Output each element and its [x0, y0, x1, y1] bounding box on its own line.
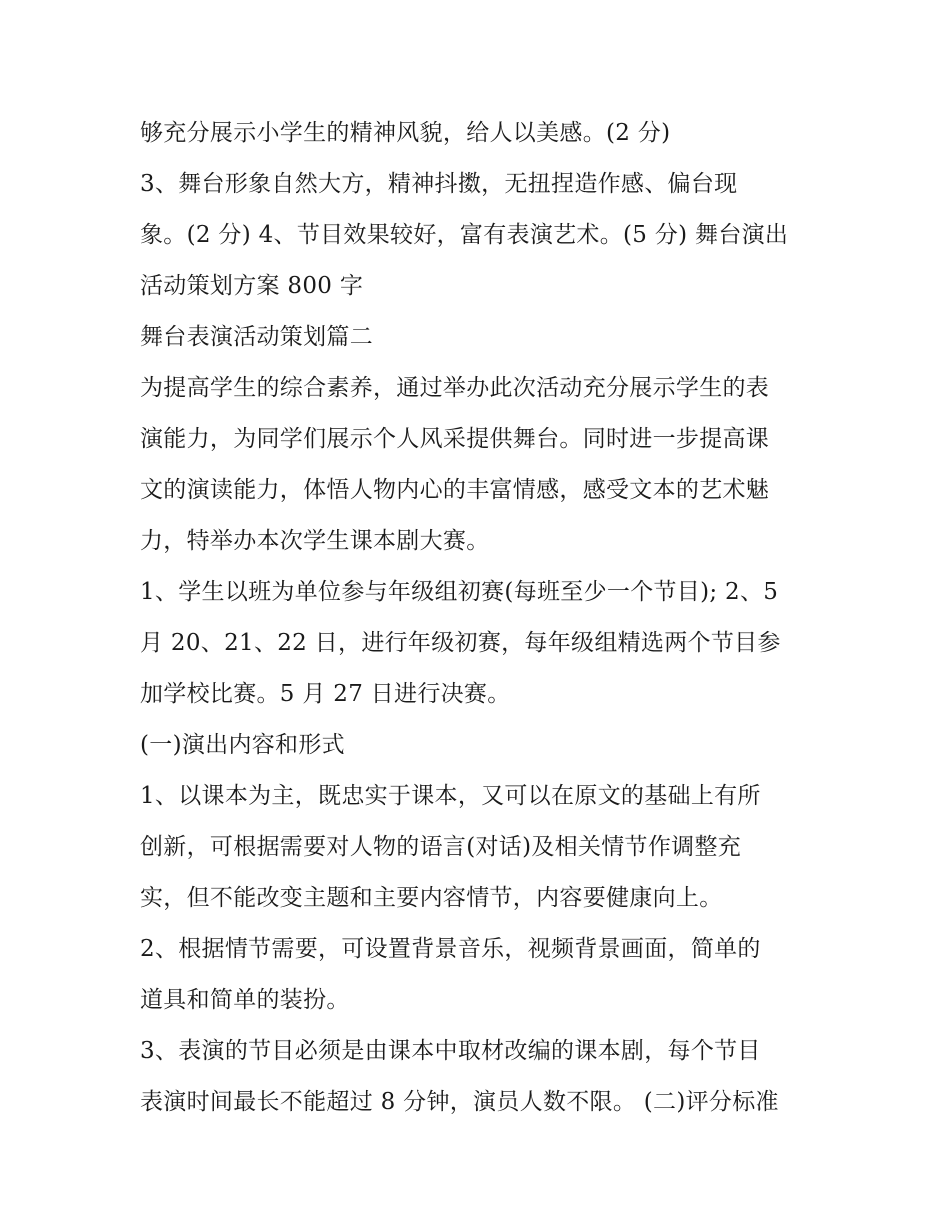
document-body: [140, 108, 820, 1128]
text-line: 够充分展示小学生的精神风貌，给人以美感。(2 分): [140, 120, 671, 146]
subsection-heading: (一)演出内容和形式: [140, 732, 345, 758]
text-line: 活动策划方案 800 字: [140, 273, 364, 299]
text-line: 道具和简单的装扮。: [140, 987, 350, 1013]
text-line: 象。(2 分) 4、节目效果较好，富有表演艺术。(5 分) 舞台演出: [140, 222, 789, 248]
text-line: 1、以课本为主，既忠实于课本，又可以在原文的基础上有所: [140, 783, 761, 809]
text-line: 3、表演的节目必须是由课本中取材改编的课本剧，每个节目: [140, 1038, 761, 1064]
text-line: 3、舞台形象自然大方，精神抖擞，无扭捏造作感、偏台现: [140, 171, 738, 197]
text-line: 加学校比赛。5 月 27 日进行决赛。: [140, 681, 511, 707]
text-line: 创新，可根据需要对人物的语言(对话)及相关情节作调整充: [140, 834, 742, 860]
text-line: 2、根据情节需要，可设置背景音乐，视频背景画面，简单的: [140, 936, 761, 962]
text-line: 为提高学生的综合素养，通过举办此次活动充分展示学生的表: [140, 375, 770, 401]
text-line: 实，但不能改变主题和主要内容情节，内容要健康向上。: [140, 885, 723, 911]
text-line: 月 20、21、22 日，进行年级初赛，每年级组精选两个节目参: [140, 630, 781, 656]
section-heading: 舞台表演活动策划篇二: [140, 324, 373, 350]
text-line: 表演时间最长不能超过 8 分钟，演员人数不限。 (二)评分标准: [140, 1089, 779, 1115]
text-line: 1、学生以班为单位参与年级组初赛(每班至少一个节目); 2、5: [140, 579, 779, 605]
text-line: 力，特举办本次学生课本剧大赛。: [140, 528, 490, 554]
text-line: 文的演读能力，体悟人物内心的丰富情感，感受文本的艺术魅: [140, 477, 770, 503]
text-line: 演能力，为同学们展示个人风采提供舞台。同时进一步提高课: [140, 426, 770, 452]
